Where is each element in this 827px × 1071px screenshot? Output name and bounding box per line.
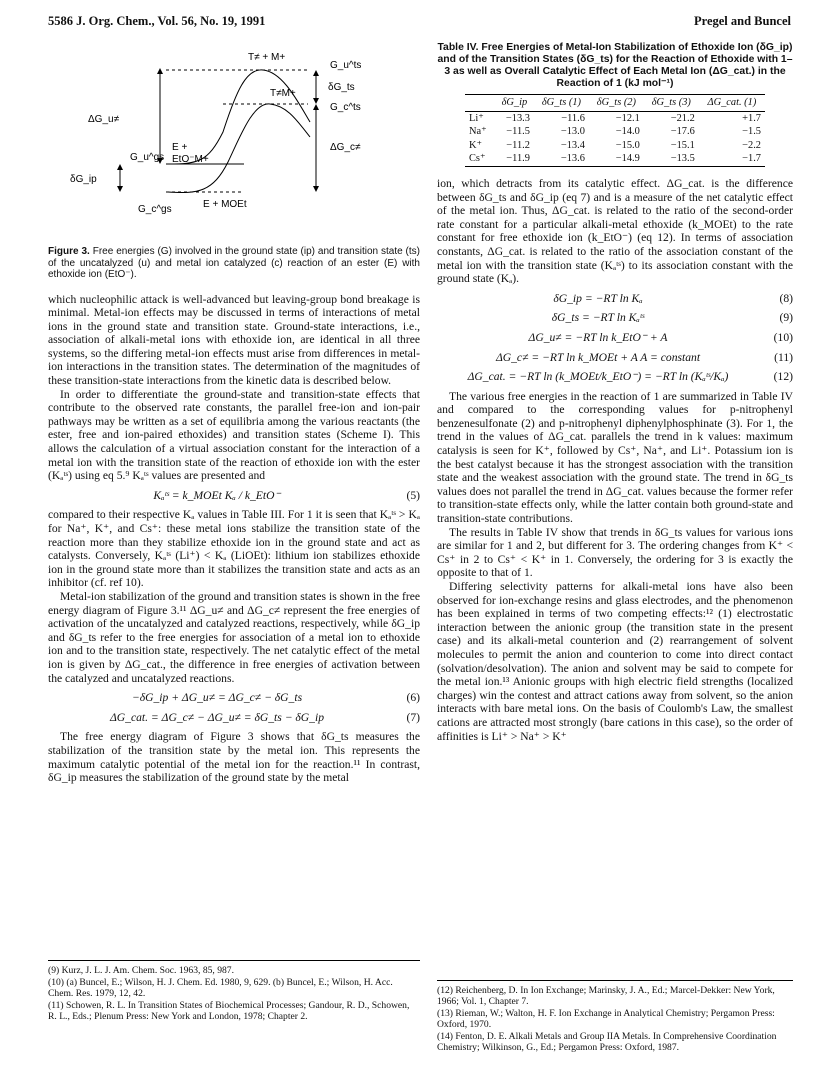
label-e-moet: E + MOEt bbox=[203, 199, 247, 210]
uncatalyzed-curve bbox=[168, 70, 310, 164]
table-row: Li⁺ −13.3 −11.6 −12.1 −21.2 +1.7 bbox=[469, 112, 761, 124]
column-header: ΔG_cat. (1) bbox=[699, 95, 765, 112]
equation-6: −δG_ip + ΔG_u≠ = ΔG_c≠ − δG_ts (6) bbox=[131, 691, 420, 705]
table-row: Cs⁺ −11.9 −13.6 −14.9 −13.5 −1.7 bbox=[465, 152, 765, 166]
label-e-plus: E + bbox=[172, 142, 188, 153]
table-row: Na⁺ −11.5 −13.0 −14.0 −17.6 −1.5 bbox=[469, 126, 761, 138]
footnotes-left bbox=[48, 960, 420, 1023]
paragraph: Differing selectivity patterns for alkali-metal ions have also been observed for ion-exchange resins and glass electrodes, and the phenomenon has been explained in terms of two competing effects:¹² (1) electrostatic interaction between the anionic group (the transition state in the present case) and its alkali-metal counterion and (2) rearrangement of solvent molecules to permit the anion and counterion to come into direct contact (solvation/desolvation). The anion and solvent may be said to compete for the metal ion.¹³ Anionic groups with high electric field strengths (localized charges) win the contest and attract cations away from solvent, so the anion interacts with bare metal ions. On the basis of Coulomb's Law, the smallest cations are attracted most strongly (bare cations in this case), so the order of affinities is Li⁺ > Na⁺ > K⁺ bbox=[437, 580, 793, 743]
equation-8: δG_ip = −RT ln Kₐ (8) bbox=[553, 291, 793, 305]
column-header bbox=[465, 95, 495, 112]
label-g-c-ts: G_c^ts bbox=[330, 102, 361, 113]
equation-7: ΔG_cat. = ΔG_c≠ − ΔG_u≠ = δG_ts − δG_ip (7) bbox=[109, 710, 420, 724]
label-delta-g-ip: δG_ip bbox=[70, 174, 97, 185]
column-header: δG_ts (1) bbox=[534, 95, 589, 112]
paragraph: ion, which detracts from its catalytic effect. ΔG_cat. is the difference between δG_ts and δG_ip (eq 7) and is a measure of the net catalytic effect of the metal ion. Thus, ΔG_cat. is related to the ratio of the second-order rate constant for a particular alkali-metal ethoxide (k_MOEt) to the rate constant for free ethoxide ion (k_EtO⁻) (eq 12). In terms of association constants, ΔG_cat. is related to the ratio of the association constant of the metal ion with the transition state (Kₐᵗˢ) to its association constant with the ground state (Kₐ). bbox=[437, 176, 793, 286]
free-energy-diagram bbox=[48, 42, 420, 242]
paragraph: In order to differentiate the ground-state and transition-state effects that contribute to the observed rate constants, the parallel free-ion and ion-pair pathways may be written as a set of equilibria among the various reactants (the ester, free and ion-paired ethoxides) and transition states (Scheme I). This allows the calculation of a virtual association constant for the interaction of a metal ion with the transition state of the reaction of ethoxide ion with the ester (Kₐᵗˢ) using eq 5.⁹ Kₐᵗˢ values are presented and bbox=[48, 387, 420, 483]
footnote: (12) Reichenberg, D. In Ion Exchange; Marinsky, J. A., Ed.; Marcel-Dekker: New York, 1966; Vol. 1, Chapter 7. bbox=[437, 985, 775, 1007]
footnote: (14) Fenton, D. E. Alkali Metals and Group IIA Metals. In Comprehensive Coordination Chemistry; Wilkinson, G., Ed.; Pergamon Press: Oxford, 1987. bbox=[437, 1031, 777, 1053]
footnotes-right bbox=[437, 980, 793, 1054]
figure-caption-text: Free energies (G) involved in the ground state (ip) and transition state (ts) of the uncatalyzed (u) and metal ion catalyzed (c) reaction of an ester (E) with ethoxide ion (EtO⁻). bbox=[48, 246, 421, 280]
column-header: δG_ts (3) bbox=[644, 95, 699, 112]
table-header-row bbox=[465, 95, 765, 112]
equation-5: Kₐᵗˢ = k_MOEt Kₐ / k_EtO⁻ (5) bbox=[153, 488, 420, 502]
figure-label: Figure 3. bbox=[48, 246, 90, 257]
footnote: (9) Kurz, J. L. J. Am. Chem. Soc. 1963, 85, 987. bbox=[48, 965, 235, 976]
column-header: δG_ts (2) bbox=[589, 95, 644, 112]
label-g-u-gs: G_u^gs bbox=[130, 152, 165, 163]
footnote: (11) Schowen, R. L. In Transition States of Biochemical Processes; Gandour, R. D., Schowen, R. L., Eds.; Plenum Press: New York and London, 1978; Chapter 2. bbox=[48, 1000, 410, 1022]
figure-caption bbox=[48, 246, 420, 281]
label-eto-m: EtO⁻M+ bbox=[172, 154, 209, 165]
catalyzed-curve bbox=[168, 104, 310, 193]
left-column bbox=[48, 42, 420, 785]
label-delta-g-c: ΔG_c≠ bbox=[330, 142, 361, 153]
label-g-c-gs: G_c^gs bbox=[138, 204, 172, 215]
footnote: (10) (a) Buncel, E.; Wilson, H. J. Chem. Ed. 1980, 9, 629. (b) Buncel, E.; Wilson, H. Acc. Chem. Res. 1979, 12, 42. bbox=[48, 977, 393, 999]
table-title: Table IV. Free Energies of Metal-Ion Stabilization of Ethoxide Ion (δG_ip) and of the Transition States (δG_ts) for the Reaction of Ethoxide with 1–3 as well as Overall Catalytic Effect of Each Metal Ion (ΔG_cat.) in the Reaction of 1 (kJ mol⁻¹) bbox=[437, 42, 793, 89]
footnote: (13) Rieman, W.; Walton, H. F. Ion Exchange in Analytical Chemistry; Pergamon Press: Oxford, 1970. bbox=[437, 1008, 775, 1030]
right-column bbox=[437, 42, 793, 743]
equation-12: ΔG_cat. = −RT ln (k_MOEt/k_EtO⁻) = −RT ln (Kₐᵗˢ/Kₐ) (12) bbox=[467, 370, 793, 384]
figure-3 bbox=[48, 42, 420, 242]
label-ts-c: T≠M+ bbox=[270, 88, 296, 99]
paragraph: The various free energies in the reaction of 1 are summarized in Table IV and compared to the corresponding values for p-nitrophenyl benzenesulfonate (2) and p-nitrophenyl diphenylphosphinate (3). For 1, the trend in the values of ΔG_cat. parallels the trend in k values: maximum catalysis is seen for K⁺, followed by Cs⁺, Na⁺, and Li⁺. Potassium ion is the best catalyst because it has the strongest association with the transition state and the weakest association with the ground state. The trend in δG_ts values does not parallel the trend in ΔG_cat. values because the former refer to transition-state effects only, while the latter contain both ground-state and transition-state contributions. bbox=[437, 389, 793, 526]
running-header bbox=[48, 14, 791, 32]
table-iv bbox=[465, 94, 765, 167]
label-delta-g-u: ΔG_u≠ bbox=[88, 114, 120, 125]
table-row: K⁺ −11.2 −13.4 −15.0 −15.1 −2.2 bbox=[469, 139, 761, 151]
equation-10: ΔG_u≠ = −RT ln k_EtO⁻ + A (10) bbox=[528, 330, 793, 344]
paragraph: The results in Table IV show that trends in δG_ts values for various ions are similar for 1 and 2, but different for 3. The ordering changes from K⁺ < Cs⁺ in 2 to Cs⁺ < K⁺ in 1. Conversely, the ordering for 3 is exactly the opposite to that of 1. bbox=[437, 525, 793, 580]
label-g-u-ts: G_u^ts bbox=[330, 60, 362, 71]
author-names: Pregel and Buncel bbox=[694, 14, 791, 28]
label-delta-g-ts: δG_ts bbox=[328, 82, 355, 93]
equation-11: ΔG_c≠ = −RT ln k_MOEt + A A = constant (11) bbox=[495, 350, 793, 364]
column-header: δG_ip bbox=[495, 95, 534, 112]
paragraph: compared to their respective Kₐ values in Table III. For 1 it is seen that Kₐᵗˢ > Kₐ for Na⁺, K⁺, and Cs⁺: these metal ions stabilize the transition state of the reaction more than they stabilize ethoxide ion in the ground state and act as catalysts. Conversely, Kₐᵗˢ (Li⁺) < Kₐ (LiOEt): lithium ion stabilizes ethoxide ion in the ground state more than it stabilizes the transition state and acts as an inhibitor (cf. ref 10). bbox=[48, 508, 420, 590]
paragraph: which nucleophilic attack is well-advanced but leaving-group bond breakage is minimal. Metal-ion effects may be discussed in terms of interactions of metal ions in the ground state and transition state. Ground-state interactions, i.e., association of alkali-metal ions with ethoxide ion, are identical in all three systems, so the differing metal-ion effects must arise from differences in metal-ion interactions in the transition states. The determination of the magnitudes of these transition-state interactions from the kinetic data is described below. bbox=[48, 292, 420, 388]
paragraph: Metal-ion stabilization of the ground and transition states is shown in the free energy diagram of Figure 3.¹¹ ΔG_u≠ and ΔG_c≠ represent the free energies of activation of the uncatalyzed and catalyzed reactions, respectively, while δG_ip and δG_ts refer to the free energies for association of a metal ion to ethoxide ion and to the transition state, respectively. The net catalytic effect of the metal ion is given by ΔG_cat., the difference in free energies of activation between the catalyzed and uncatalyzed reactions. bbox=[48, 589, 420, 685]
journal-citation: 5586 J. Org. Chem., Vol. 56, No. 19, 1991 bbox=[48, 14, 266, 28]
equation-9: δG_ts = −RT ln Kₐᵗˢ (9) bbox=[551, 311, 793, 325]
paragraph: The free energy diagram of Figure 3 shows that δG_ts measures the stabilization of the transition state by the metal ion. This represents the maximum catalytic potential of the metal ion for the reaction.¹¹ In contrast, δG_ip measures the stabilization of the ground state by the metal bbox=[48, 730, 420, 785]
label-top-ts: T≠ + M+ bbox=[248, 52, 286, 63]
